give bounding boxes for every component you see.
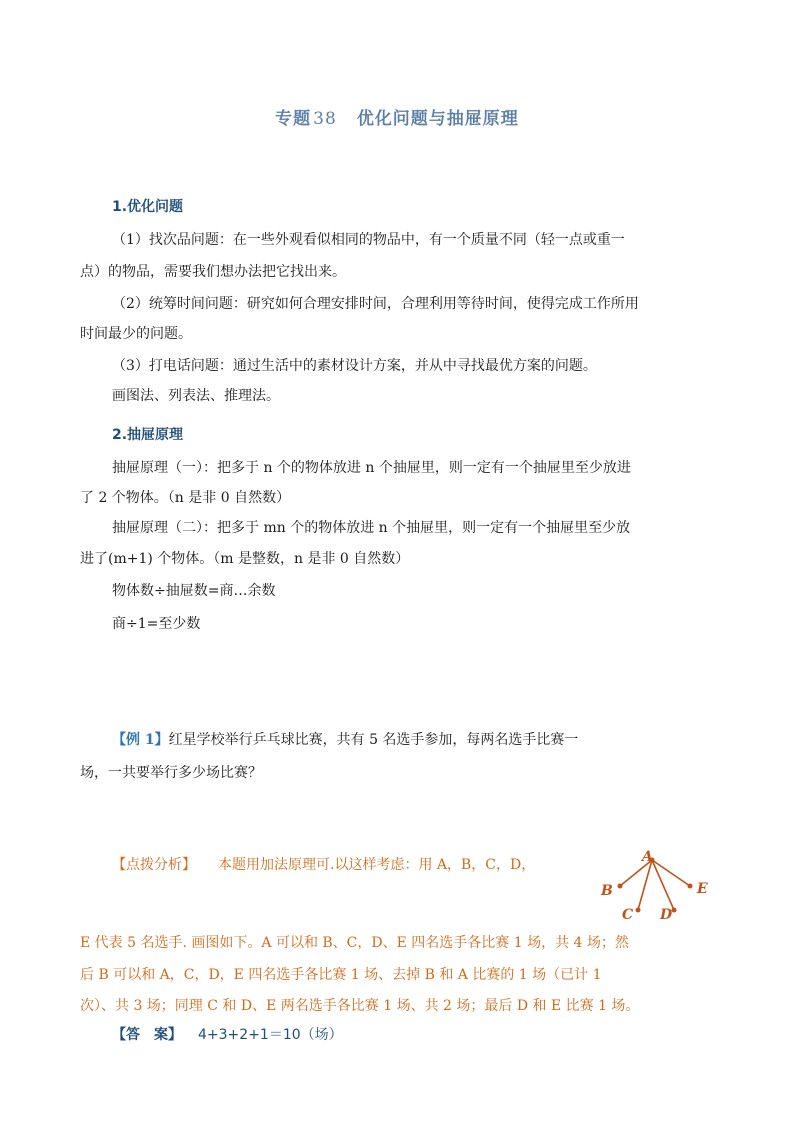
analysis-line2: E 代表 5 名选手. 画图如下。A 可以和 B、C，D、E 四名选手各比赛 1 场，共 4 场；然 [80,935,629,951]
section2-formula1: 物体数÷抽屉数=商…余数 [112,583,276,599]
section2-p2-line1: 抽屉原理（二）：把多于 mn 个的物体放进 n 个抽屉里，则一定有一个抽屉里至少放 [112,520,631,536]
answer-label: 【答 案】 [112,1027,182,1043]
example-line1 [112,730,752,750]
label-c: C [622,907,634,923]
title-prefix: 专题 [275,109,312,129]
label-b: B [601,883,613,899]
node-e [688,884,693,889]
answer-value: 4+3+2+1＝10（场） [198,1027,343,1043]
label-a: A [642,849,653,865]
section2-p1-line2: 了 2 个物体。（n 是非 0 自然数） [80,490,291,506]
example-line2: 场，一共要举行多少场比赛？ [80,765,262,781]
label-d: D [660,907,673,923]
analysis-label: 【点拨分析】 [112,857,196,873]
match-diagram [596,848,716,924]
section1-p2-line1: （2）统筹时间问题：研究如何合理安排时间，合理利用等待时间，使得完成工作所用 [112,296,639,312]
title-number: 38 [313,109,337,129]
example-text: 红星学校举行乒乓球比赛，共有 5 名选手参加，每两名选手比赛一 [168,732,579,748]
section2-heading: 2.抽屉原理 [112,427,184,443]
section1-p1-line2: 点）的物品，需要我们想办法把它找出来。 [80,264,346,280]
section2-p2-line2: 进了(m+1) 个物体。（m 是整数，n 是非 0 自然数） [80,551,410,567]
node-b [618,884,623,889]
node-c [636,908,641,913]
example-label: 【例 1】 [112,732,169,748]
title-text: 优化问题与抽屉原理 [356,109,519,129]
section1-p3: （3）打电话问题：通过生活中的素材设计方案，并从中寻找最优方案的问题。 [112,358,597,374]
label-e: E [697,881,708,897]
page-title [0,104,794,129]
section2-formula2: 商÷1=至少数 [112,616,201,632]
section1-p1-line1: （1）找次品问题：在一些外观看似相同的物品中，有一个质量不同（轻一点或重一 [112,232,625,248]
section1-p2-line2: 时间最少的问题。 [80,326,192,342]
answer-line [112,1025,752,1045]
analysis-text: 本题用加法原理可.以这样考虑：用 A，B，C，D， [218,857,536,873]
edge-a-c [638,860,652,910]
section1-methods: 画图法、列表法、推理法。 [112,388,280,404]
section1-heading: 1.优化问题 [112,199,184,215]
analysis-line4: 次）、共 3 场；同理 C 和 D、E 两名选手各比赛 1 场、共 2 场；最后 D 和 E 比赛 1 场。 [80,998,640,1014]
analysis-line3: 后 B 可以和 A，C，D，E 四名选手各比赛 1 场、去掉 B 和 A 比赛的 1 场（已计 1 [80,967,602,983]
section2-p1-line1: 抽屉原理（一）：把多于 n 个的物体放进 n 个抽屉里，则一定有一个抽屉里至少放进 [112,460,631,476]
node-d [672,908,677,913]
